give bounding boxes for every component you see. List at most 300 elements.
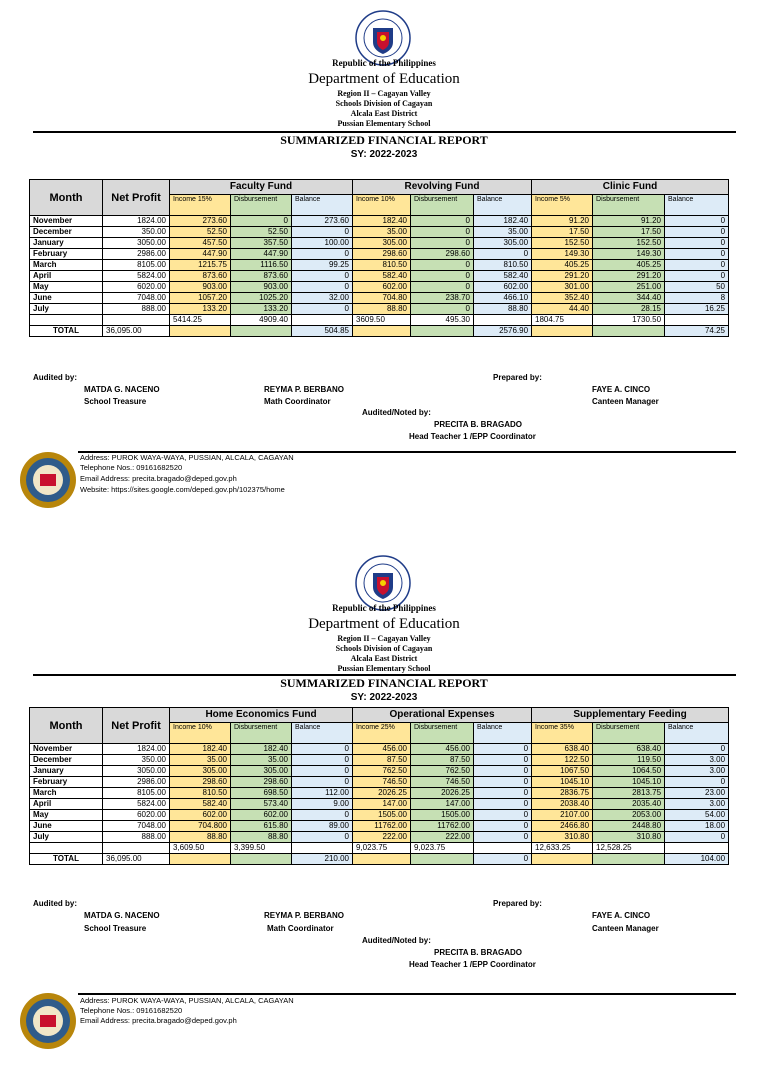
amount-cell: 122.50 [532,755,593,766]
table-row [30,832,729,843]
total-cell [170,854,231,865]
school-year: SY: 2022-2023 [350,692,418,703]
amount-cell: 0 [411,282,474,293]
month-cell: February [30,249,103,260]
subtotal-cell: 12,633.25 [532,843,593,854]
table-row [30,293,729,304]
canteen-manager-title: Canteen Manager [592,924,659,933]
amount-cell: 1064.50 [593,766,665,777]
school-stamp-icon [18,991,78,1051]
treasurer-title: School Treasure [84,397,147,406]
month-cell: March [30,788,103,799]
month-cell: March [30,260,103,271]
amount-cell: 0 [292,777,353,788]
amount-cell: 149.30 [532,249,593,260]
amount-cell: 28.15 [593,304,665,315]
subtotal-cell [665,315,729,326]
subtotal-cell: 4909.40 [231,315,292,326]
region-label: Region II – Cagayan Valley [337,634,431,643]
amount-cell: 0 [474,744,532,755]
amount-cell: 152.50 [532,238,593,249]
amount-cell: 0 [231,216,292,227]
amount-cell: 0 [411,238,474,249]
amount-cell: 291.20 [593,271,665,282]
amount-cell: 456.00 [411,744,474,755]
amount-cell: 0 [292,755,353,766]
amount-cell: 291.20 [532,271,593,282]
month-cell: June [30,293,103,304]
month-cell: January [30,766,103,777]
amount-cell: 0 [411,216,474,227]
amount-cell: 1505.00 [411,810,474,821]
amount-cell: 1057.20 [170,293,231,304]
prepared-by-label: Prepared by: [493,899,542,908]
amount-cell: 222.00 [353,832,411,843]
month-header: Month [30,708,103,744]
amount-cell: 0 [665,777,729,788]
table-row [30,788,729,799]
total-cell [593,326,665,337]
amount-cell: 0 [474,821,532,832]
amount-cell: 182.40 [353,216,411,227]
department-title: Department of Education [308,616,460,632]
amount-cell: 2448.80 [593,821,665,832]
amount-cell: 273.60 [292,216,353,227]
amount-cell: 23.00 [665,788,729,799]
amount-cell: 582.40 [353,271,411,282]
amount-cell: 0 [292,227,353,238]
fund-subcolumn-header: Income 10% [170,723,231,744]
amount-cell: 238.70 [411,293,474,304]
amount-cell: 0 [474,799,532,810]
total-cell [411,326,474,337]
amount-cell: 8 [665,293,729,304]
total-cell: 210.00 [292,854,353,865]
fund-group-header: Supplementary Feeding [532,708,729,723]
amount-cell: 112.00 [292,788,353,799]
amount-cell: 2026.25 [411,788,474,799]
fund-subcolumn-header: Balance [665,195,729,216]
republic-label: Republic of the Philippines [332,58,436,68]
amount-cell: 310.80 [532,832,593,843]
table-row [30,777,729,788]
fund-subcolumn-header: Income 35% [532,723,593,744]
amount-cell: 52.50 [170,227,231,238]
amount-cell: 615.80 [231,821,292,832]
subtotal-cell [292,315,353,326]
amount-cell: 133.20 [231,304,292,315]
table-row [30,282,729,293]
amount-cell: 746.50 [353,777,411,788]
amount-cell: 638.40 [532,744,593,755]
amount-cell: 810.50 [474,260,532,271]
amount-cell: 457.50 [170,238,231,249]
district-label: Alcala East District [350,654,418,663]
month-cell: May [30,282,103,293]
amount-cell: 447.90 [170,249,231,260]
audited-noted-label: Audited/Noted by: [362,936,431,945]
table-row [30,799,729,810]
month-cell: April [30,271,103,282]
amount-cell: 7048.00 [103,293,170,304]
amount-cell: 0 [411,271,474,282]
total-label: TOTAL [30,854,103,865]
amount-cell: 100.00 [292,238,353,249]
amount-cell: 301.00 [532,282,593,293]
financial-table-2 [29,707,729,865]
amount-cell: 88.80 [474,304,532,315]
fund-subcolumn-header: Disbursement [231,195,292,216]
amount-cell: 350.00 [103,227,170,238]
amount-cell: 0 [474,755,532,766]
total-cell [593,854,665,865]
total-cell [532,854,593,865]
total-cell: 74.25 [665,326,729,337]
subtotal-cell: 9,023.75 [411,843,474,854]
amount-cell: 149.30 [593,249,665,260]
month-cell: February [30,777,103,788]
total-label: TOTAL [30,326,103,337]
amount-cell: 350.00 [103,755,170,766]
amount-cell: 456.00 [353,744,411,755]
net-profit-header: Net Profit [103,180,170,216]
amount-cell: 0 [292,304,353,315]
math-coordinator-name: REYMA P. BERBANO [264,911,345,920]
total-cell [231,854,292,865]
fund-subcolumn-header: Balance [665,723,729,744]
canteen-manager-name: FAYE A. CINCO [592,911,651,920]
amount-cell: 2053.00 [593,810,665,821]
table-row [30,766,729,777]
month-cell: November [30,216,103,227]
treasurer-name: MATDA G. NACENO [84,911,160,920]
amount-cell: 16.25 [665,304,729,315]
report-page-2 [0,545,768,1065]
amount-cell: 0 [292,282,353,293]
amount-cell: 17.50 [593,227,665,238]
footer-address: Address: PUROK WAYA-WAYA, PUSSIAN, ALCALA, CAGAYAN [80,996,294,1005]
amount-cell: 2813.75 [593,788,665,799]
fund-subcolumn-header: Income 5% [532,195,593,216]
amount-cell: 602.00 [353,282,411,293]
subtotal-cell: 495.30 [411,315,474,326]
math-coordinator-title: Math Coordinator [264,397,331,406]
amount-cell: 1116.50 [231,260,292,271]
amount-cell: 35.00 [474,227,532,238]
footer-email: Email Address: precita.bragado@deped.gov.ph [80,1016,237,1025]
school-stamp-icon [18,450,78,510]
subtotal-cell [474,315,532,326]
amount-cell: 310.80 [593,832,665,843]
head-teacher-name: PRECITA B. BRAGADO [434,948,522,957]
amount-cell: 2466.80 [532,821,593,832]
amount-cell: 1045.10 [532,777,593,788]
fund-subcolumn-header: Disbursement [411,723,474,744]
amount-cell: 0 [292,249,353,260]
subtotal-row [30,315,729,326]
total-cell: 2576.90 [474,326,532,337]
table-row [30,260,729,271]
total-row [30,326,729,337]
amount-cell: 152.50 [593,238,665,249]
table-row [30,227,729,238]
amount-cell: 9.00 [292,799,353,810]
subtotal-cell: 3,399.50 [231,843,292,854]
amount-cell: 762.50 [411,766,474,777]
total-cell [411,854,474,865]
amount-cell: 11762.00 [353,821,411,832]
amount-cell: 405.25 [593,260,665,271]
amount-cell: 638.40 [593,744,665,755]
amount-cell: 3.00 [665,799,729,810]
amount-cell: 3.00 [665,766,729,777]
school-label: Pussian Elementary School [337,664,431,673]
fund-subcolumn-header: Balance [474,195,532,216]
financial-table-1 [29,179,729,337]
head-teacher-name: PRECITA B. BRAGADO [434,420,522,429]
report-page-1 [0,0,768,520]
amount-cell: 602.00 [170,810,231,821]
amount-cell: 6020.00 [103,810,170,821]
amount-cell: 1824.00 [103,744,170,755]
amount-cell: 602.00 [474,282,532,293]
subtotal-cell: 5414.25 [170,315,231,326]
republic-label: Republic of the Philippines [332,603,436,613]
fund-group-header: Faculty Fund [170,180,353,195]
amount-cell: 0 [292,810,353,821]
month-cell: April [30,799,103,810]
fund-group-header: Clinic Fund [532,180,729,195]
subtotal-cell [103,315,170,326]
amount-cell: 0 [665,271,729,282]
amount-cell: 8105.00 [103,788,170,799]
amount-cell: 0 [474,766,532,777]
amount-cell: 903.00 [170,282,231,293]
amount-cell: 0 [411,304,474,315]
total-cell [353,326,411,337]
subtotal-cell: 9,023.75 [353,843,411,854]
amount-cell: 0 [292,766,353,777]
amount-cell: 0 [665,832,729,843]
amount-cell: 35.00 [170,755,231,766]
table-row [30,249,729,260]
amount-cell: 3050.00 [103,238,170,249]
canteen-manager-title: Canteen Manager [592,397,659,406]
amount-cell: 582.40 [474,271,532,282]
amount-cell: 5824.00 [103,271,170,282]
amount-cell: 903.00 [231,282,292,293]
amount-cell: 2986.00 [103,249,170,260]
amount-cell: 182.40 [474,216,532,227]
amount-cell: 0 [474,810,532,821]
footer-email: Email Address: precita.bragado@deped.gov.ph [80,474,237,483]
amount-cell: 0 [665,238,729,249]
treasurer-title: School Treasure [84,924,147,933]
head-teacher-title: Head Teacher 1 /EPP Coordinator [409,432,536,441]
amount-cell: 91.20 [532,216,593,227]
month-cell: May [30,810,103,821]
month-cell: December [30,227,103,238]
amount-cell: 305.00 [170,766,231,777]
amount-cell: 810.50 [170,788,231,799]
amount-cell: 298.60 [170,777,231,788]
amount-cell: 0 [474,249,532,260]
month-cell: July [30,832,103,843]
amount-cell: 3.00 [665,755,729,766]
amount-cell: 0 [292,744,353,755]
amount-cell: 5824.00 [103,799,170,810]
month-cell: November [30,744,103,755]
subtotal-cell: 12,528.25 [593,843,665,854]
amount-cell: 0 [665,216,729,227]
month-header: Month [30,180,103,216]
fund-subcolumn-header: Balance [292,195,353,216]
subtotal-cell [665,843,729,854]
amount-cell: 2107.00 [532,810,593,821]
amount-cell: 273.60 [170,216,231,227]
amount-cell: 119.50 [593,755,665,766]
amount-cell: 746.50 [411,777,474,788]
subtotal-cell: 1730.50 [593,315,665,326]
subtotal-cell: 3,609.50 [170,843,231,854]
district-label: Alcala East District [350,109,418,118]
month-cell: January [30,238,103,249]
amount-cell: 1067.50 [532,766,593,777]
amount-cell: 2026.25 [353,788,411,799]
amount-cell: 1215.75 [170,260,231,271]
subtotal-cell [30,315,103,326]
amount-cell: 305.00 [474,238,532,249]
amount-cell: 50 [665,282,729,293]
amount-cell: 704.80 [353,293,411,304]
amount-cell: 91.20 [593,216,665,227]
total-cell [170,326,231,337]
total-cell: 504.85 [292,326,353,337]
amount-cell: 44.40 [532,304,593,315]
amount-cell: 873.60 [231,271,292,282]
amount-cell: 2986.00 [103,777,170,788]
footer-divider [78,993,736,995]
treasurer-name: MATDA G. NACENO [84,385,160,394]
department-title: Department of Education [308,71,460,87]
amount-cell: 182.40 [231,744,292,755]
amount-cell: 147.00 [411,799,474,810]
amount-cell: 873.60 [170,271,231,282]
amount-cell: 99.25 [292,260,353,271]
subtotal-cell [474,843,532,854]
fund-group-header: Operational Expenses [353,708,532,723]
total-cell: 0 [474,854,532,865]
amount-cell: 18.00 [665,821,729,832]
amount-cell: 17.50 [532,227,593,238]
subtotal-cell [292,843,353,854]
total-cell: 104.00 [665,854,729,865]
amount-cell: 762.50 [353,766,411,777]
fund-subcolumn-header: Income 15% [170,195,231,216]
division-label: Schools Division of Cagayan [335,644,433,653]
total-cell [231,326,292,337]
month-cell: December [30,755,103,766]
subtotal-cell [30,843,103,854]
footer-telephone: Telephone Nos.: 09161682520 [80,1006,183,1015]
amount-cell: 1045.10 [593,777,665,788]
amount-cell: 54.00 [665,810,729,821]
fund-subcolumn-header: Disbursement [231,723,292,744]
amount-cell: 1824.00 [103,216,170,227]
amount-cell: 305.00 [231,766,292,777]
amount-cell: 0 [665,249,729,260]
net-profit-header: Net Profit [103,708,170,744]
amount-cell: 704.800 [170,821,231,832]
amount-cell: 573.40 [231,799,292,810]
amount-cell: 8105.00 [103,260,170,271]
amount-cell: 0 [665,744,729,755]
math-coordinator-title: Math Coordinator [267,924,334,933]
report-title: SUMMARIZED FINANCIAL REPORT [280,133,488,147]
amount-cell: 298.60 [231,777,292,788]
footer-website: Website: https://sites.google.com/deped.gov.ph/102375/home [80,485,285,494]
subtotal-cell: 1804.75 [532,315,593,326]
report-title: SUMMARIZED FINANCIAL REPORT [280,676,488,690]
amount-cell: 7048.00 [103,821,170,832]
amount-cell: 405.25 [532,260,593,271]
amount-cell: 602.00 [231,810,292,821]
table-row [30,304,729,315]
amount-cell: 447.90 [231,249,292,260]
month-cell: June [30,821,103,832]
amount-cell: 32.00 [292,293,353,304]
amount-cell: 466.10 [474,293,532,304]
amount-cell: 1025.20 [231,293,292,304]
amount-cell: 133.20 [170,304,231,315]
month-cell: July [30,304,103,315]
amount-cell: 0 [665,227,729,238]
total-cell [532,326,593,337]
total-row [30,854,729,865]
amount-cell: 11762.00 [411,821,474,832]
amount-cell: 352.40 [532,293,593,304]
region-label: Region II – Cagayan Valley [337,89,431,98]
table-row [30,821,729,832]
amount-cell: 88.80 [170,832,231,843]
prepared-by-label: Prepared by: [493,373,542,382]
audited-noted-label: Audited/Noted by: [362,408,431,417]
amount-cell: 0 [665,260,729,271]
table-row [30,744,729,755]
amount-cell: 810.50 [353,260,411,271]
amount-cell: 698.50 [231,788,292,799]
amount-cell: 182.40 [170,744,231,755]
fund-subcolumn-header: Income 25% [353,723,411,744]
fund-subcolumn-header: Disbursement [593,195,665,216]
math-coordinator-name: REYMA P. BERBANO [264,385,345,394]
amount-cell: 89.00 [292,821,353,832]
amount-cell: 147.00 [353,799,411,810]
fund-subcolumn-header: Balance [474,723,532,744]
audited-by-label: Audited by: [33,373,77,382]
fund-subcolumn-header: Disbursement [411,195,474,216]
amount-cell: 87.50 [353,755,411,766]
amount-cell: 2836.75 [532,788,593,799]
total-cell: 36,095.00 [103,854,170,865]
table-row [30,810,729,821]
amount-cell: 2038.40 [532,799,593,810]
subtotal-cell: 3609.50 [353,315,411,326]
amount-cell: 52.50 [231,227,292,238]
footer-address: Address: PUROK WAYA-WAYA, PUSSIAN, ALCALA, CAGAYAN [80,453,294,462]
table-row [30,238,729,249]
amount-cell: 305.00 [353,238,411,249]
